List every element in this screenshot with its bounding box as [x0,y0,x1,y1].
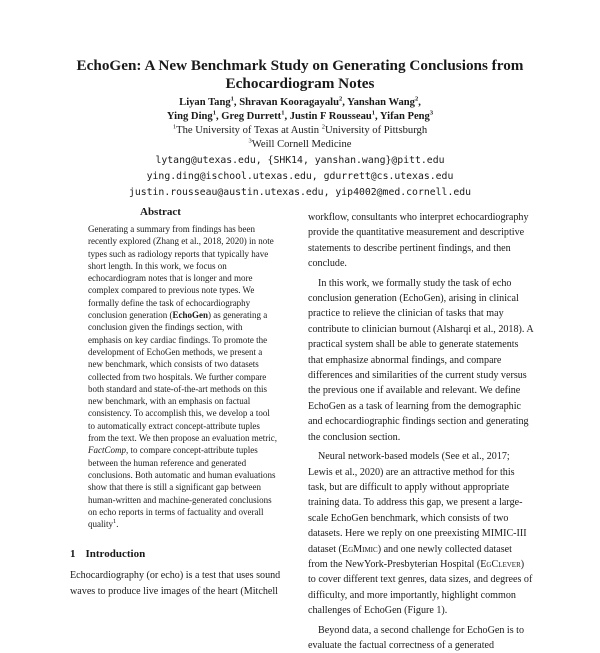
section-title: Introduction [85,548,146,560]
paper-title [60,57,540,93]
email-line: ying.ding@ischool.utexas.edu, gdurrett@cs.utexas.edu [146,171,454,182]
abstract-text: , to compare concept-attribute tuples between the human reference and generated conclusions. Both automatic and human evaluations show that there is still a significant gap between human-written and machine-generated conclusions on echo reports in terms of factuality and overall quality [88,445,276,530]
affiliation-marker: 1 [212,109,216,117]
affiliation-name: Weill Cornell Medicine [251,138,352,150]
affiliation-marker: 1 [371,109,376,117]
affiliation-marker: 3 [429,109,434,117]
email-line: lytang@utexas.edu, {SHK14, yanshan.wang}@pitt.edu [155,155,445,166]
affiliation-number: 3 [248,136,252,144]
affiliations [40,124,560,151]
affiliation-name: University of Pittsburgh [324,125,428,136]
section-number: 1 [70,548,76,560]
affiliation-number: 1 [172,123,177,131]
author-name: Greg Durrett [221,111,282,122]
right-column [308,210,534,653]
author-name: Yifan Peng [379,111,430,122]
intro-column-left [70,568,298,599]
email-line: justin.rousseau@austin.utexas.edu, yip4002@med.cornell.edu [128,187,472,198]
author-name: Liyan Tang [179,97,231,108]
abstract-heading: Abstract [140,206,181,218]
abstract-italic-term: FactComp [88,445,126,456]
author-name: Shravan Kooragayalu [239,97,339,108]
affiliation-number: 2 [321,123,325,131]
dataset-name: EgMimic [341,543,378,555]
author-name: Yanshan Wang [347,97,415,108]
affiliation-marker: 1 [281,109,285,117]
title-line-2: Echocardiogram Notes [225,75,375,92]
abstract-text: Generating a summary from findings has been recently explored (Zhang et al., 2018, 2020) in note types such as radiology reports that typically have short length. In this work, we focus on echocardiogram notes that is longer and more complex compared to previous note types. We formally define the task of echocardiography conclusion generation ( [88,224,274,321]
body-paragraph: In this work, we formally study the task of echo conclusion generation (EchoGen), arising in clinical practice to relieve the clinician of tasks that may contribute to clinician burnout (Alsharqi et al., 2018). A practical system shall be able to generate statements that emphasize abnormal findings, and compare differences and similarities of the current study versus the previous one if available and relevant. We define EchoGen as a task of learning from the demographic and echocardiographic findings section and generating the conclusion section. [308,277,534,443]
section-heading-introduction [70,548,145,560]
paragraph-text: ) and one newly collected dataset from the NewYork-Presbyterian Hospital ( [308,543,512,570]
affiliation-name: The University of Texas at Austin [176,125,320,136]
affiliation-marker: 1 [230,95,234,103]
abstract-text: ) as generating a conclusion given the findings section, with emphasis on key cardiac findings. To promote the development of EchoGen methods, we present a new benchmark, which consists of two datasets collected from two hospitals. We further compare both standard and state-of-the-art methods on this new benchmark, with an emphasis on factual consistency. To accomplish this, we develop a tool to automatically extract concept-attribute tuples from the text. We then propose an evaluation metric, [88,310,278,444]
author-name: Justin F Rousseau [289,111,372,122]
affiliation-marker: 2 [338,95,343,103]
author-list: Liyan Tang$^1$, Shravan Kooragayalu$^2$, Yanshan Wang$^2$, Ying Ding$^1$, Greg Durrett$^1$, Justin F Rousseau$^1$, Yifan Peng$^3$ [166,95,434,122]
intro-paragraph: Echocardiography (or echo) is a test that uses sound waves to produce live images of the heart (Mitchell [70,570,281,597]
abstract-body [88,223,278,530]
paragraph-text: Neural network-based models (See et al., 2017; Lewis et al., 2020) are an attractive method for this task, but are difficult to apply without appropriate training data. To address this gap, we present a large-scale EchoGen benchmark, which consists of two datasets. Here we reply on one preexisting MIMIC-III dataset ( [308,451,527,555]
body-paragraph [308,449,534,618]
footnote-marker: 1 [113,518,117,526]
body-paragraph: workflow, consultants who interpret echocardiography provide the quantitative measurement and descriptive statements to describe pertinent findings, and then conclude. [308,212,529,270]
affiliation-marker: 2 [414,95,419,103]
paragraph-text: ) to cover different text genres, data sizes, and degrees of difficulty, and more importantly, highlight common challenges of EchoGen (Figure 1). [308,558,533,617]
abstract-bold-term: EchoGen [172,310,208,321]
dataset-name: EgClever [480,558,521,570]
author-name: Ying Ding [166,111,213,122]
title-line-1: EchoGen: A New Benchmark Study on Generating Conclusions from [76,57,524,74]
body-paragraph: Beyond data, a second challenge for EchoGen is to evaluate the factual correctness of a generated [308,624,525,651]
abstract-text: . [116,519,119,530]
email-block [40,153,560,201]
